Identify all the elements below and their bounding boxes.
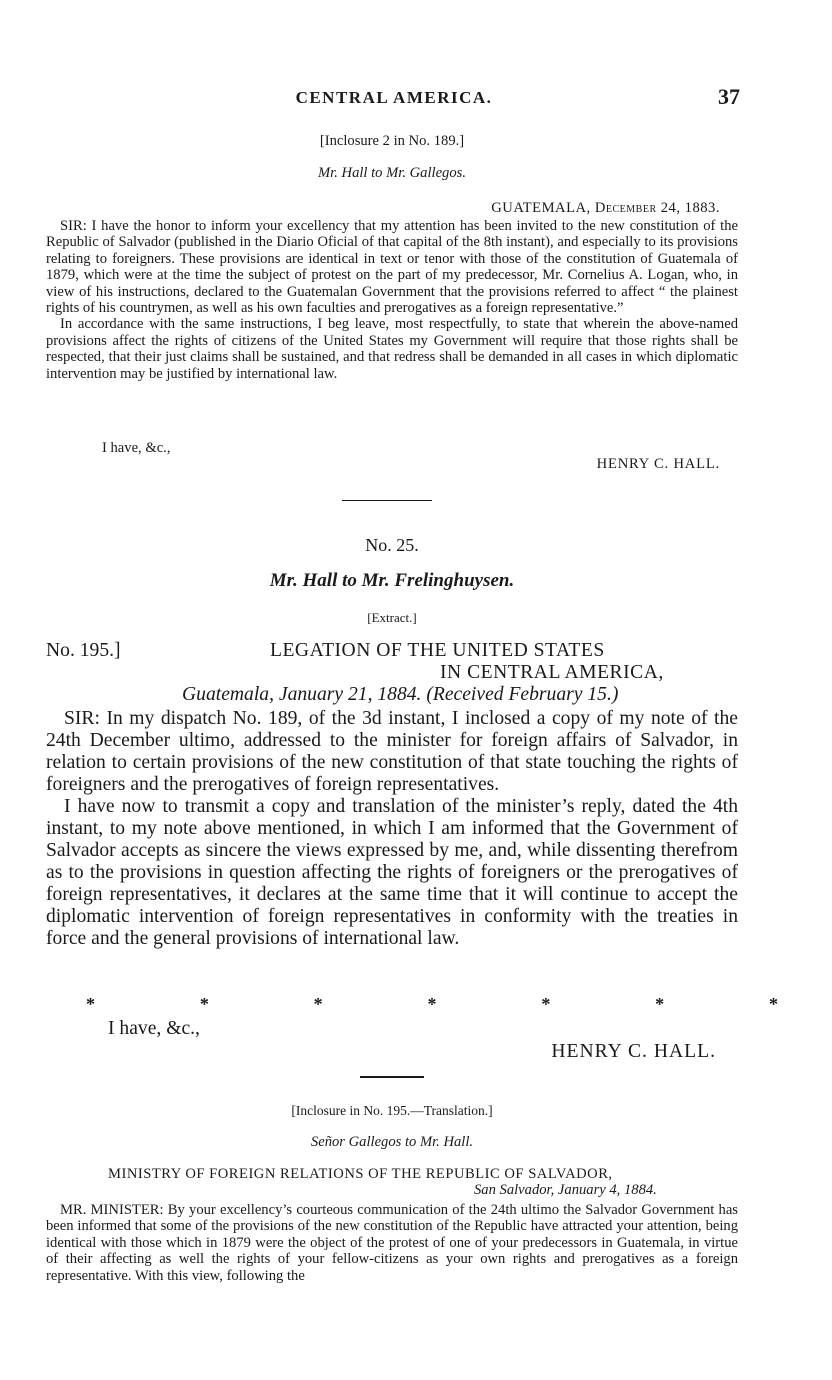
extract-label: [Extract.] [367, 610, 417, 625]
star: * [427, 994, 437, 1014]
letter-dateline: GUATEMALA, December 24, 1883. [491, 200, 720, 216]
running-title: CENTRAL AMERICA. [295, 88, 493, 107]
translation-body [46, 1202, 738, 1284]
dispatch-body [46, 708, 738, 950]
ministry-line: MINISTRY OF FOREIGN RELATIONS OF THE REPUBLIC OF SALVADOR, [108, 1166, 613, 1182]
translation-title: Señor Gallegos to Mr. Hall. [310, 1134, 474, 1150]
dispatch-paragraph: I have now to transmit a copy and translation of the minister’s reply, dated the 4th instant, to my note above mentioned, in which I am informed that the Government of Salvador accepts as sincere the views expressed by me, and, while dissenting therefrom as to the provisions in question affecting the rights of foreigners or the prerogatives of foreign representatives, it declares at the same time that it will continue to accept the diplomatic intervention of foreign representatives in conformity with the treaties in force and the general provisions of international law. [46, 796, 738, 949]
dispatch-closing: I have, &c., [108, 1018, 200, 1039]
star: * [768, 994, 778, 1014]
letter-body [46, 218, 738, 382]
letter-closing: I have, &c., [102, 440, 171, 456]
star: * [86, 994, 95, 1014]
translation-paragraph: MR. MINISTER: By your excellency’s courteous communication of the 24th ultimo the Salvador Government has been informed that some of the provisions of the new constitution of the Republic have attracted your attention, being identical with those which in 1879 were the object of the protest of one of your predecessors in Guatemala, in virtue of their affecting as well the rights of your fellow-citizens as your own rights and prerogatives as a foreign representative. With this view, following the [46, 1202, 738, 1284]
legation-line-2: IN CENTRAL AMERICA, [440, 662, 664, 683]
section-divider [342, 500, 432, 501]
inclosure-label: [Inclosure in No. 195.—Translation.] [291, 1103, 493, 1118]
letter-paragraph: In accordance with the same instructions, I beg leave, most respectfully, to state that wherein the above-named provisions affect the rights of citizens of the United States my Government will require that those rights shall be respected, that their just claims shall be sustained, and that redress shall be demanded in all cases in which diplomatic intervention may be justified by international law. [46, 316, 738, 382]
star: * [541, 994, 551, 1014]
inclosure-label: [Inclosure 2 in No. 189.] [319, 133, 465, 149]
dispatch-title: Mr. Hall to Mr. Frelinghuysen. [269, 570, 515, 591]
page-number: 37 [718, 84, 740, 109]
dispatch-signature: HENRY C. HALL. [551, 1041, 716, 1062]
letter-signature: HENRY C. HALL. [596, 456, 720, 472]
dispatch-no: No. 195.] [46, 640, 121, 661]
omission-stars [46, 994, 798, 1015]
star: * [313, 994, 323, 1014]
letter-title: Mr. Hall to Mr. Gallegos. [318, 165, 466, 181]
dispatch-number-heading: No. 25. [365, 535, 419, 555]
dispatch-dateline: Guatemala, January 21, 1884. (Received February 15.) [182, 684, 619, 705]
translation-dateline: San Salvador, January 4, 1884. [474, 1182, 657, 1198]
star: * [655, 994, 665, 1014]
legation-line-1: LEGATION OF THE UNITED STATES [270, 640, 605, 661]
letter-paragraph: SIR: I have the honor to inform your excellency that my attention has been invited to the new constitution of the Republic of Salvador (published in the Diario Oficial of that capital of the 8th instant), and especially to its provisions relating to foreigners. These provisions are identical in text or tenor with those of the constitution of Guatemala of 1879, which were at the time the subject of protest on the part of my predecessor, Mr. Cornelius A. Logan, who, in view of his instructions, declared to the Guatemalan Government that the provisions referred to affect “ the plainest rights of his countrymen, as well as his own faculties and prerogatives as a foreign representative.” [46, 218, 738, 317]
star: * [199, 994, 209, 1014]
dispatch-paragraph: SIR: In my dispatch No. 189, of the 3d instant, I inclosed a copy of my note of the 24th December ultimo, addressed to the minister for foreign affairs of Salvador, in relation to certain provisions of the new constitution of that state touching the rights of foreigners and the prerogatives of foreign representatives. [46, 708, 738, 795]
section-divider [360, 1076, 424, 1078]
